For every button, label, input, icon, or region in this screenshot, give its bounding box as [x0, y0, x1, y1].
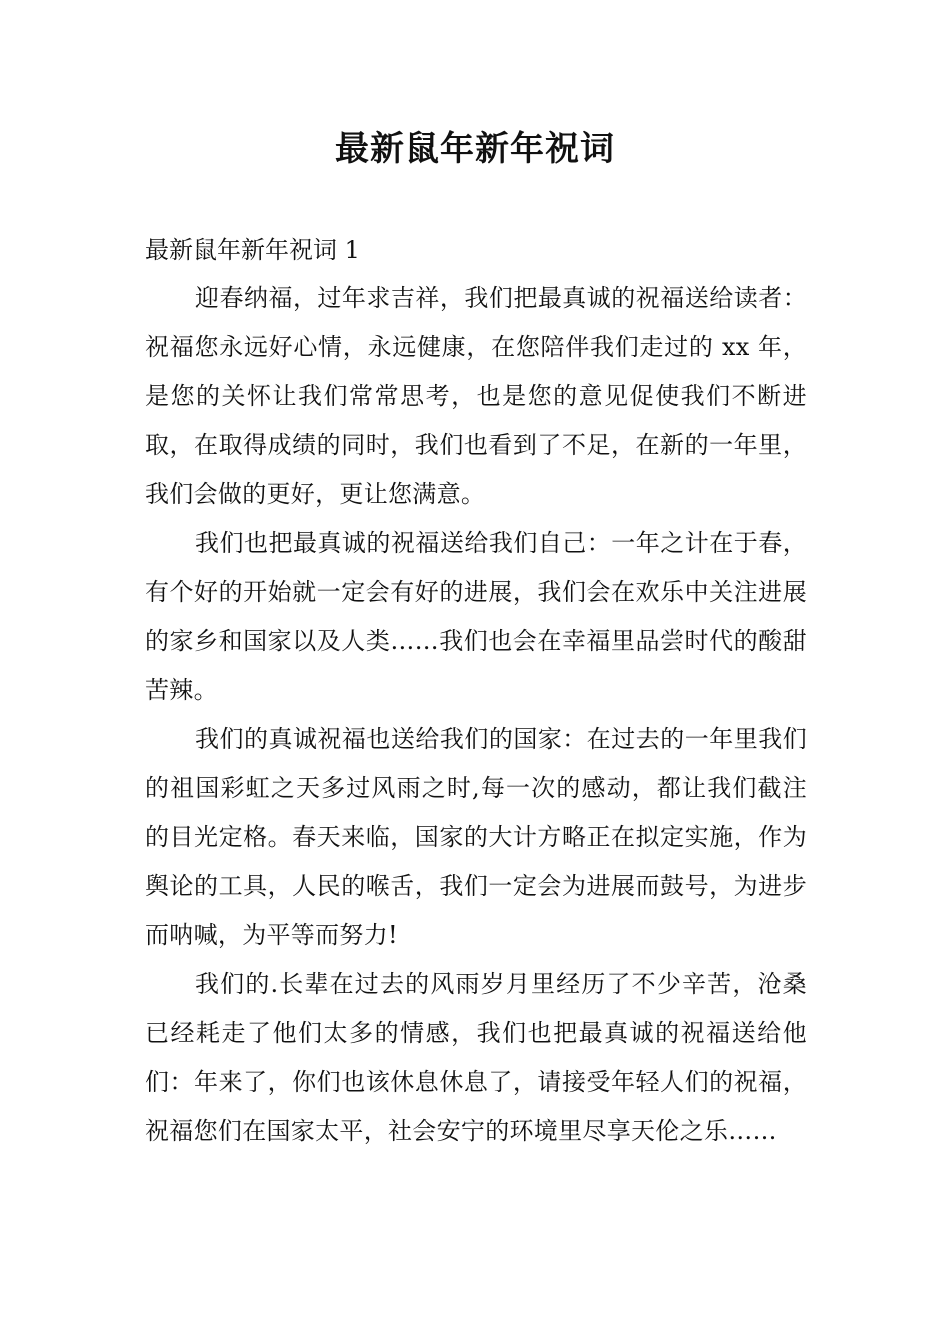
paragraph-4: 我们的.长辈在过去的风雨岁月里经历了不少辛苦，沧桑已经耗走了他们太多的情感，我们也把最真诚的祝福送给他们：年来了，你们也该休息休息了，请接受年轻人们的祝福，祝福您们在国家太平，社会安宁的环境里尽享天伦之乐…… — [145, 970, 807, 1145]
paragraph-2: 我们也把最真诚的祝福送给我们自己：一年之计在于春，有个好的开始就一定会有好的进展，我们会在欢乐中关注进展的家乡和国家以及人类……我们也会在幸福里品尝时代的酸甜苦辣。 — [145, 529, 807, 704]
document-body — [145, 226, 807, 1156]
document-title: 最新鼠年新年祝词 — [335, 129, 615, 169]
paragraph-1: 迎春纳福，过年求吉祥，我们把最真诚的祝福送给读者：祝福您永远好心情，永远健康，在您陪伴我们走过的 xx 年，是您的关怀让我们常常思考，也是您的意见促使我们不断进取，在取得成绩的同时，我们也看到了不足，在新的一年里，我们会做的更好，更让您满意。 — [145, 284, 807, 508]
paragraph-3: 我们的真诚祝福也送给我们的国家：在过去的一年里我们的祖国彩虹之天多过风雨之时,每一次的感动，都让我们截注的目光定格。春天来临，国家的大计方略正在拟定实施，作为舆论的工具，人民的喉舌，我们一定会为进展而鼓号，为进步而呐喊，为平等而努力! — [145, 725, 807, 949]
section-heading: 最新鼠年新年祝词 1 — [145, 236, 360, 264]
